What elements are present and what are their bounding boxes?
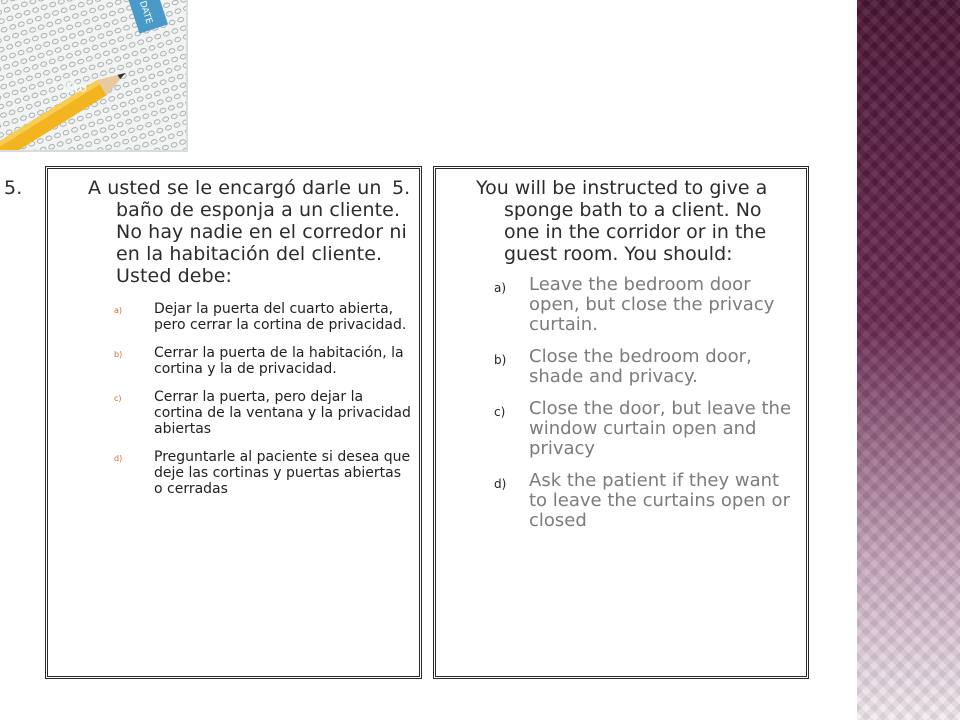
option-label: a) [114,306,123,315]
option-text: Preguntarle al paciente si desea que deje las cortinas y puertas abiertas o cerradas [154,449,411,497]
option-text: Close the door, but leave the window curtain open and privacy [529,398,792,459]
option-a [494,274,800,335]
option-label: b) [494,353,507,367]
option-text: Ask the patient if they want to leave the curtains open or closed [529,470,790,531]
option-text: Leave the bedroom door open, but close the privacy curtain. [529,274,775,335]
photo-watermark: iSto [62,81,87,96]
option-d [494,470,800,531]
question-number: 5. [4,177,23,199]
option-label: b) [114,350,123,359]
option-label: d) [494,477,507,491]
option-b [114,345,413,377]
decorative-side-band [857,0,960,720]
answer-sheet-pencil-image [0,0,186,150]
option-label: c) [494,405,506,419]
answer-sheet-photo [0,0,188,152]
option-text: Close the bedroom door, shade and privacy. [529,346,752,387]
option-text: Dejar la puerta del cuarto abierta, pero cerrar la cortina de privacidad. [154,301,407,333]
spanish-question-box [4,166,422,679]
option-c [114,389,413,437]
option-label: c) [114,394,122,403]
english-question-box [392,166,809,679]
option-c [494,398,800,459]
sheet-label: DATE [136,0,154,26]
option-label: a) [494,281,507,295]
option-label: d) [114,454,123,463]
english-question [392,169,806,265]
question-text: A usted se le encargó darle un baño de esponja a un cliente. No hay nadie en el corredor ni en la habitación del cliente. Usted debe: [88,177,407,287]
option-b [494,346,800,387]
english-options-list [436,275,806,531]
option-a [114,301,413,333]
option-text: Cerrar la puerta de la habitación, la cortina y la de privacidad. [154,345,404,377]
spanish-options-list [48,301,419,497]
question-text: You will be instructed to give a sponge bath to a client. No one in the corridor or in the guest room. You should: [476,177,768,265]
option-d [114,449,413,497]
option-text: Cerrar la puerta, pero dejar la cortina de la ventana y la privacidad abiertas [154,389,411,437]
spanish-question [4,169,419,287]
question-number: 5. [392,177,411,199]
